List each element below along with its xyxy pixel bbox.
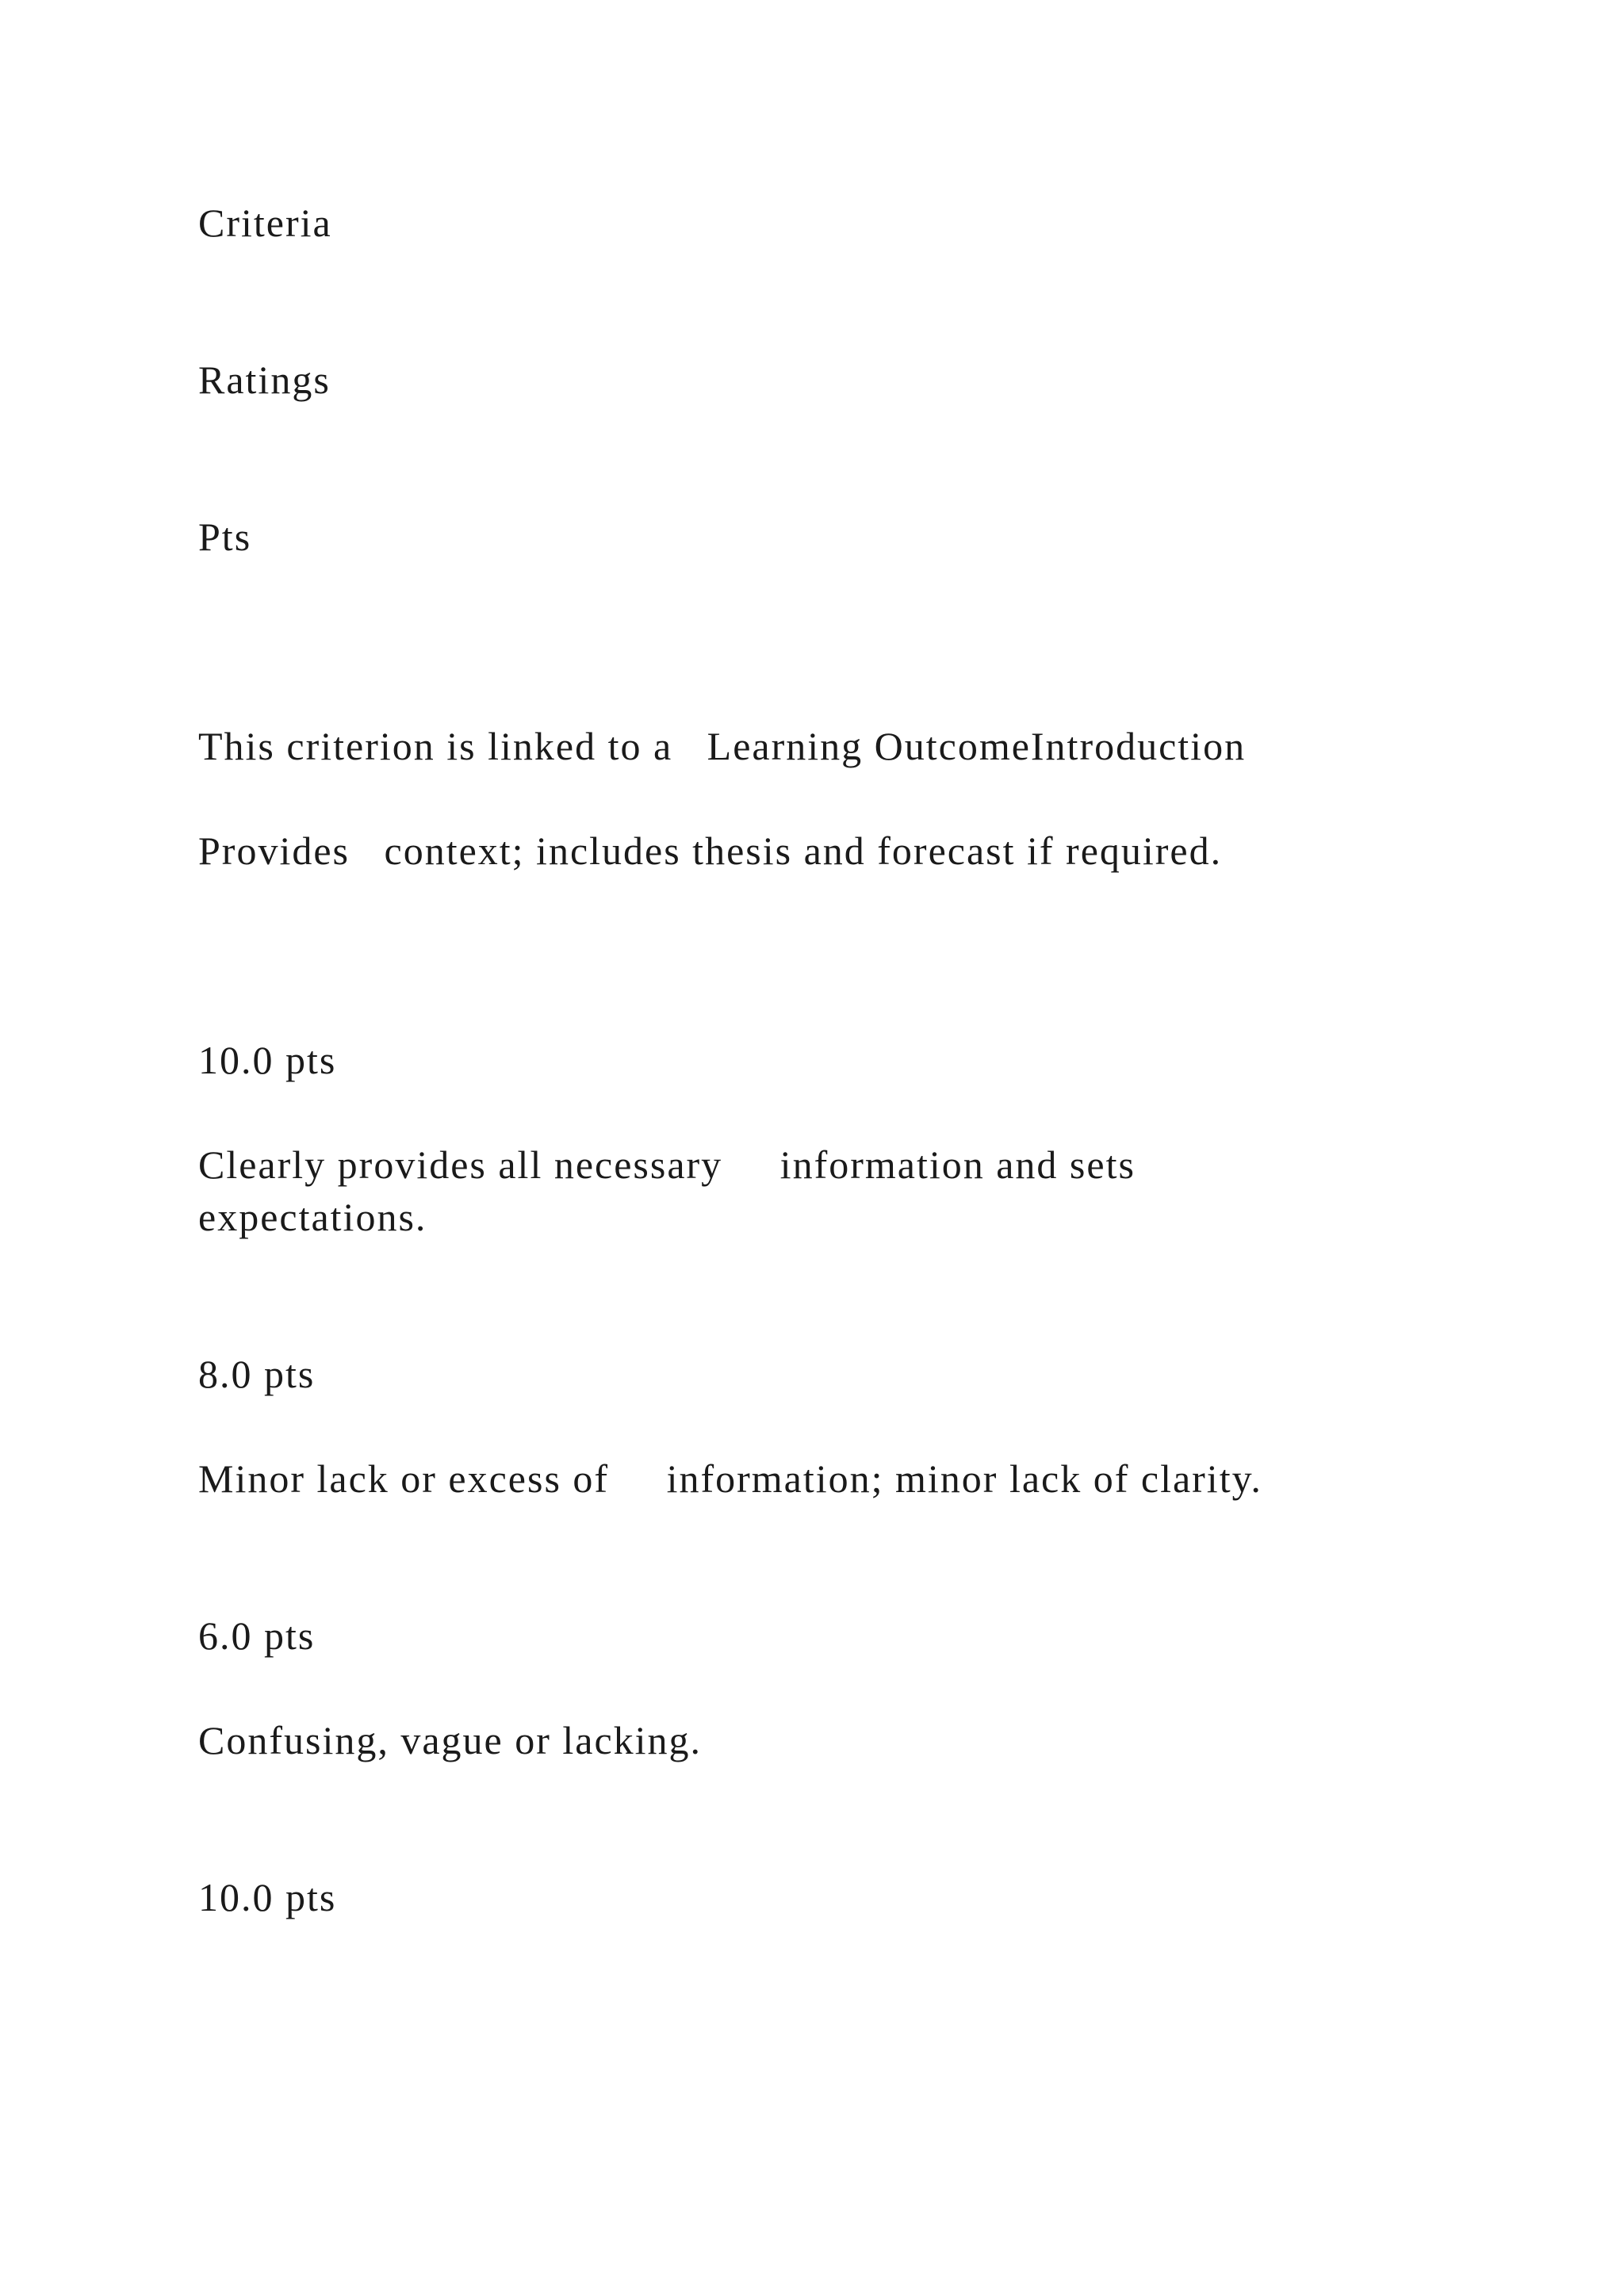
rating-description: Minor lack or excess of information; minor lack of clarity. <box>198 1456 1262 1501</box>
rating-points: 6.0 pts <box>198 1613 316 1658</box>
rating-description: Clearly provides all necessary information and sets expectations. <box>198 1142 1147 1239</box>
rating-points: 10.0 pts <box>198 1038 337 1082</box>
ratings-heading: Ratings <box>198 358 331 402</box>
pts-heading: Pts <box>198 515 252 559</box>
total-points: 10.0 pts <box>198 1875 337 1919</box>
rating-description: Confusing, vague or lacking. <box>198 1718 703 1762</box>
criteria-heading: Criteria <box>198 201 332 245</box>
rating-points: 8.0 pts <box>198 1352 316 1396</box>
criterion-description: Provides context; includes thesis and forecast if required. <box>198 828 1223 873</box>
criterion-title: This criterion is linked to a Learning OutcomeIntroduction <box>198 724 1247 768</box>
